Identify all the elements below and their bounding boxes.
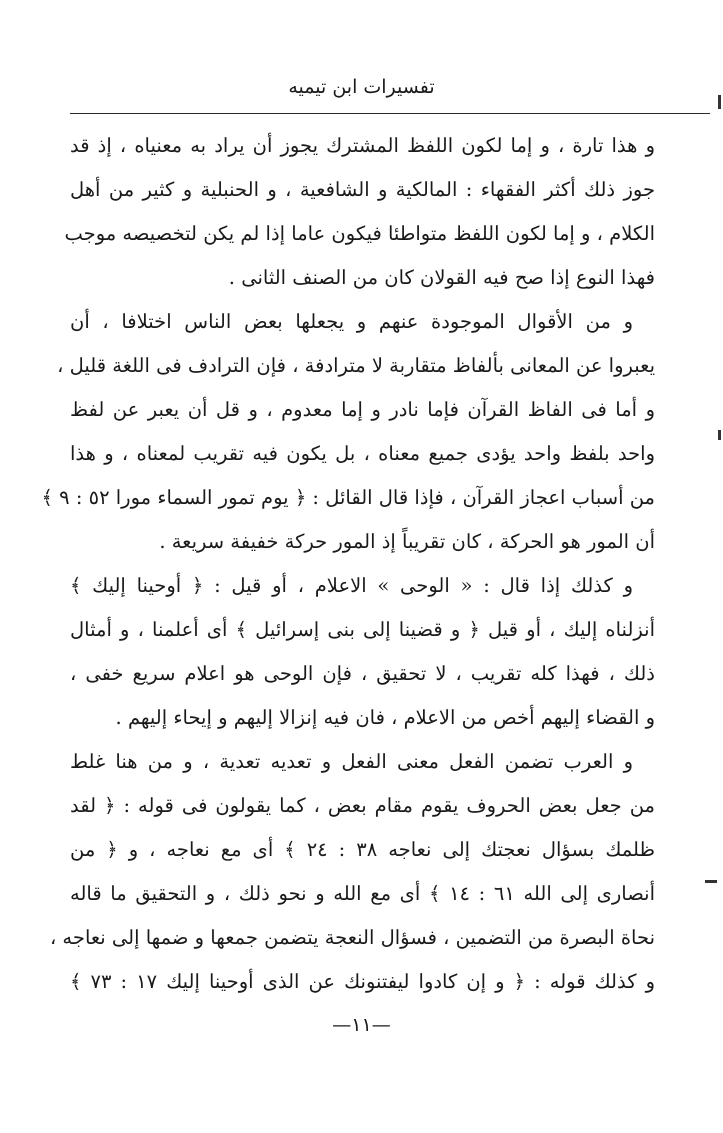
text-line: أنزلناه إليك ، أو قيل ﴿ و قضينا إلى بنى إسرائيل ﴾ أى أعلمنا ، و أمثال xyxy=(70,618,655,641)
scan-edge-mark xyxy=(718,95,721,109)
paragraph-start-line: و من الأقوال الموجودة عنهم و يجعلها بعض الناس اختلافا ، أن xyxy=(70,310,633,333)
text-line: و القضاء إليهم أخص من الاعلام ، فان فيه إنزالا إليهم و إيحاء إليهم . xyxy=(115,706,655,729)
scan-edge-mark xyxy=(705,880,717,883)
scan-edge-mark xyxy=(718,430,721,440)
text-line: جوز ذلك أكثر الفقهاء : المالكية و الشافعية ، و الحنبلية و كثير من أهل xyxy=(70,178,655,201)
text-line: الكلام ، و إما لكون اللفظ متواطئا فيكون عاما إذا لم يكن لتخصيصه موجب xyxy=(64,222,655,245)
text-line: نحاة البصرة من التضمين ، فسؤال النعجة يتضمن جمعها و ضمها إلى نعاجه ، xyxy=(49,926,655,949)
running-head: تفسيرات ابن تيميه xyxy=(288,76,435,98)
text-line: ذلك ، فهذا كله تقريب ، لا تحقيق ، فإن الوحى هو اعلام سريع خفى ، xyxy=(70,662,655,685)
text-line: أن المور هو الحركة ، كان تقريباً إذ المور حركة خفيفة سريعة . xyxy=(159,530,655,553)
paragraph-start-line: و العرب تضمن الفعل معنى الفعل و تعديه تعدية ، و من هنا غلط xyxy=(70,750,633,773)
text-line: يعبروا عن المعانى بألفاظ متقاربة لا مترادفة ، فإن الترادف فى اللغة قليل ، xyxy=(57,354,655,377)
text-line: ظلمك بسؤال نعجتك إلى نعاجه ٣٨ : ٢٤ ﴾ أى مع نعاجه ، و ﴿ من xyxy=(70,838,656,861)
text-line: و هذا تارة ، و إما لكون اللفظ المشترك يجوز أن يراد به معنياه ، إذ قد xyxy=(70,134,655,157)
text-line: فهذا النوع إذا صح فيه القولان كان من الصنف الثانى . xyxy=(228,266,655,289)
text-line: من جعل بعض الحروف يقوم مقام بعض ، كما يقولون فى قوله : ﴿ لقد xyxy=(70,794,655,817)
text-line: و أما فى الفاظ القرآن فإما نادر و إما معدوم ، و قل أن يعبر عن لفظ xyxy=(70,398,655,421)
header-rule xyxy=(70,113,710,114)
text-line: أنصارى إلى الله ٦١ : ١٤ ﴾ أى مع الله و نحو ذلك ، و التحقيق ما قاله xyxy=(70,882,656,905)
text-line: من أسباب اعجاز القرآن ، فإذا قال القائل : ﴿ يوم تمور السماء مورا ٥٢ : ٩ ﴾ xyxy=(41,486,655,509)
paragraph-start-line: و كذلك إذا قال : « الوحى » الاعلام ، أو قيل : ﴿ أوحينا إليك ﴾ xyxy=(70,574,633,597)
text-line: و كذلك قوله : ﴿ و إن كادوا ليفتنونك عن الذى أوحينا إليك ١٧ : ٧٣ ﴾ xyxy=(70,970,656,993)
body-text xyxy=(41,124,656,1004)
text-line: واحد بلفظ واحد يؤدى جميع معناه ، بل يكون فيه تقريب لمعناه ، و هذا xyxy=(70,442,655,465)
page-number: —١١— xyxy=(332,1014,391,1036)
